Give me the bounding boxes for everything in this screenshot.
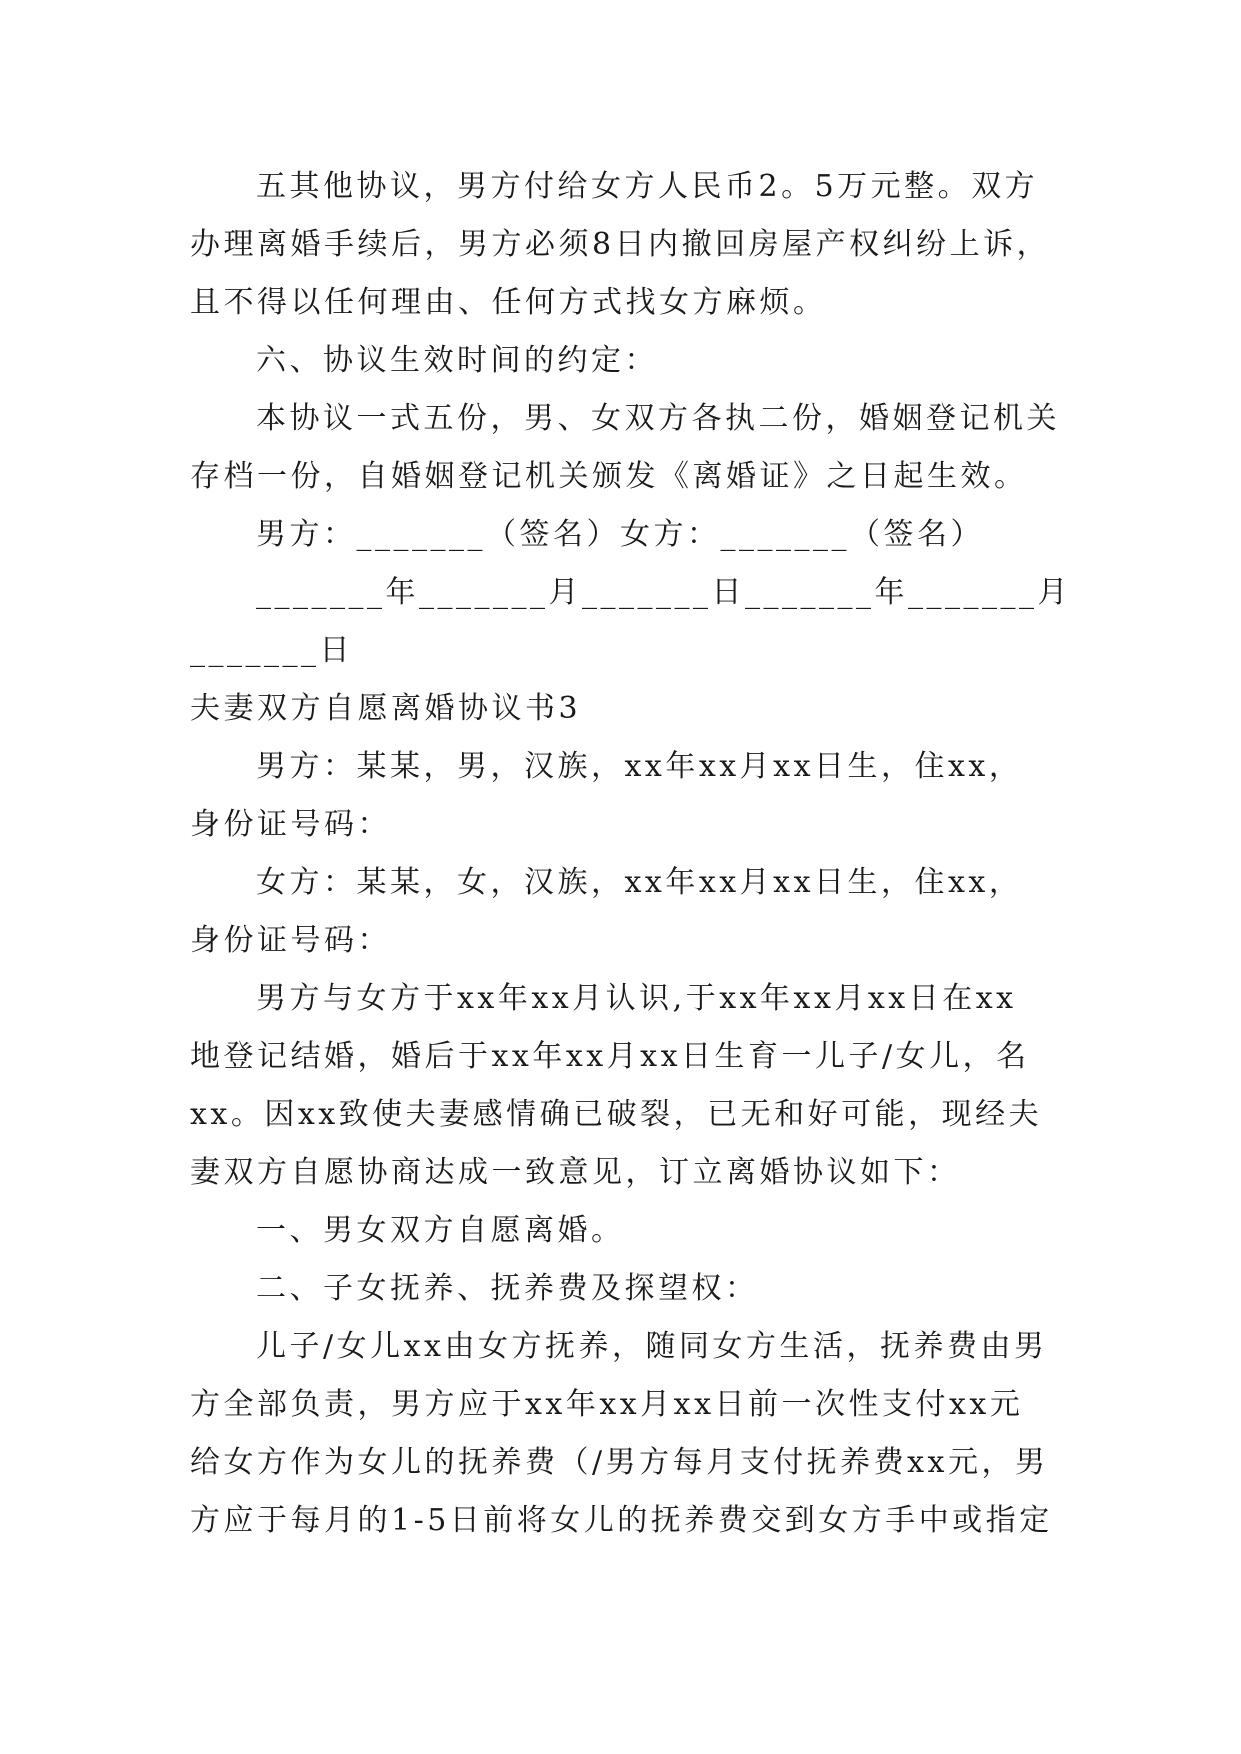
paragraph-line: 给女方作为女儿的抚养费（/男方每月支付抚养费xx元，男 bbox=[190, 1445, 1049, 1480]
paragraph-line: 男方：某某，男，汉族，xx年xx月xx日生，住xx， bbox=[256, 749, 1023, 784]
paragraph-line: 地登记结婚，婚后于xx年xx月xx日生育一儿子/女儿，名 bbox=[190, 1039, 1030, 1074]
paragraph-line: 儿子/女儿xx由女方抚养，随同女方生活，抚养费由男 bbox=[256, 1329, 1048, 1364]
section-heading: 六、协议生效时间的约定： bbox=[256, 343, 658, 378]
paragraph-line: 存档一份，自婚姻登记机关颁发《离婚证》之日起生效。 bbox=[190, 459, 1028, 494]
paragraph-line: 方全部负责，男方应于xx年xx月xx日前一次性支付xx元 bbox=[190, 1387, 1024, 1422]
date-line: _______日 bbox=[190, 633, 353, 668]
paragraph-line: 且不得以任何理由、任何方式找女方麻烦。 bbox=[190, 285, 827, 320]
paragraph-line: 男方与女方于xx年xx月认识,于xx年xx月xx日在xx bbox=[256, 981, 1017, 1016]
paragraph-line: xx。因xx致使夫妻感情确已破裂，已无和好可能，现经夫 bbox=[190, 1097, 1043, 1132]
paragraph-line: 身份证号码： bbox=[190, 923, 391, 958]
paragraph-line: 女方：某某，女，汉族，xx年xx月xx日生，住xx， bbox=[256, 865, 1023, 900]
section-heading: 二、子女抚养、抚养费及探望权： bbox=[256, 1271, 759, 1306]
section-heading: 一、男女双方自愿离婚。 bbox=[256, 1213, 625, 1248]
date-line: _______年_______月_______日_______年_______月 bbox=[256, 575, 1071, 610]
paragraph-line: 五其他协议，男方付给女方人民币2。5万元整。双方 bbox=[256, 169, 1039, 204]
document-title: 夫妻双方自愿离婚协议书3 bbox=[190, 691, 582, 726]
signature-line: 男方：_______（签名）女方：_______（签名） bbox=[256, 517, 984, 552]
paragraph-line: 本协议一式五份，男、女双方各执二份，婚姻登记机关 bbox=[256, 401, 1060, 436]
paragraph-line: 身份证号码： bbox=[190, 807, 391, 842]
paragraph-line: 办理离婚手续后，男方必须8日内撤回房屋产权纠纷上诉， bbox=[190, 227, 1051, 262]
paragraph-line: 妻双方自愿协商达成一致意见，订立离婚协议如下： bbox=[190, 1155, 961, 1190]
paragraph-line: 方应于每月的1-5日前将女儿的抚养费交到女方手中或指定 bbox=[190, 1503, 1053, 1538]
